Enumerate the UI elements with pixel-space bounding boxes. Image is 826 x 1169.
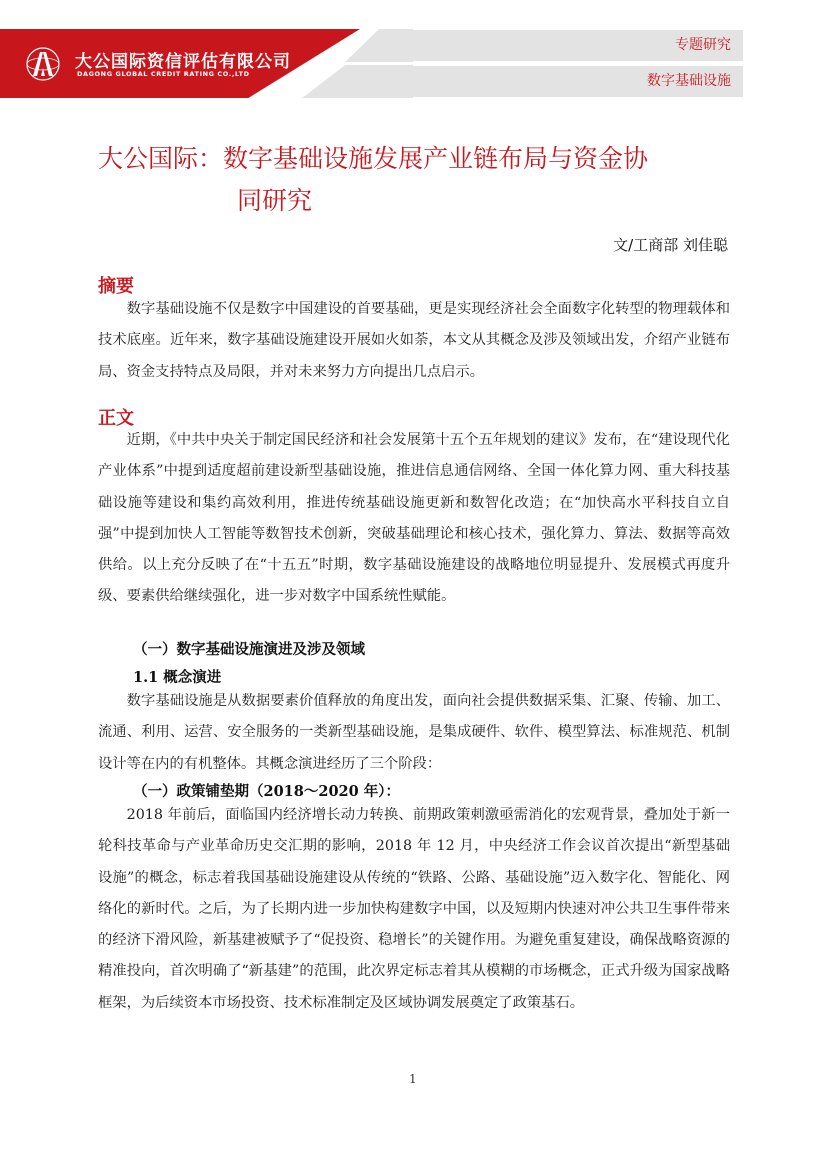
subsection-heading: 1.1 概念演进 bbox=[133, 669, 222, 686]
company-name-cn: 大公国际资信评估有限公司 bbox=[75, 52, 291, 72]
intro-paragraph: 近期，《中共中央关于制定国民经济和社会发展第十五个五年规划的建议》发布，在“建设现代化产业体系”中提到适度超前建设新型基础设施，推进信息通信网络、全国一体化算力网、重大科技基础设施等建设和集约高效利用，推进传统基础设施更新和数智化改造；在“加快高水平科技自立自强”中提到加快人工智能等数智技术创新，突破基础理论和核心技术，强化算力、算法、数据等高效供给。以上充分反映了在“十五五”时期，数字基础设施建设的战略地位明显提升、发展模式再度升级、要素供给继续强化，进一步对数字中国系统性赋能。 bbox=[98, 432, 730, 605]
phase-heading: （一）政策铺垫期（2018～2020 年）： bbox=[133, 783, 401, 800]
title-line-2: 同研究 bbox=[237, 186, 313, 215]
document-title bbox=[98, 138, 738, 222]
author-byline: 文/工商部 刘佳聪 bbox=[613, 236, 728, 254]
concept-paragraph: 数字基础设施是从数据要素价值释放的角度出发，面向社会提供数据采集、汇聚、传输、加工、流通、利用、运营、安全服务的一类新型基础设施，是集成硬件、软件、模型算法、标准规范、机制设计等在内的有机整体。其概念演进经历了三个阶段： bbox=[98, 693, 730, 772]
abstract-heading: 摘要 bbox=[98, 276, 134, 297]
topic-tag: 数字基础设施 bbox=[413, 66, 743, 97]
company-name-en: DAGONG GLOBAL CREDIT RATING CO.,LTD bbox=[77, 70, 250, 78]
abstract-text: 数字基础设施不仅是数字中国建设的首要基础，更是实现经济社会全面数字化转型的物理载体和技术底座。近年来，数字基础设施建设开展如火如荼，本文从其概念及涉及领域出发，介绍产业链布局、资金支持特点及局限，并对未来努力方向提出几点启示。 bbox=[98, 301, 730, 380]
dagong-logo-icon bbox=[25, 46, 61, 82]
body-heading: 正文 bbox=[98, 408, 134, 429]
page-number: 1 bbox=[409, 1072, 417, 1086]
title-line-1: 大公国际：数字基础设施发展产业链布局与资金协 bbox=[98, 144, 649, 173]
phase-paragraph: 2018 年前后，面临国内经济增长动力转换、前期政策刺激亟需消化的宏观背景，叠加处于新一轮科技革命与产业革命历史交汇期的影响，2018 年 12 月，中央经济工作会议首次提出“新型基础设施”的概念，标志着我国基础设施建设从传统的“铁路、公路、基础设施”迈入数字化、智能化、网络化的新时代。之后，为了长期内进一步加快构建数字中国，以及短期内快速对冲公共卫生事件带来的经济下滑风险，新基建被赋予了“促投资、稳增长”的关键作用。为避免重复建设，确保战略资源的精准投向，首次明确了“新基建”的范围，此次界定标志着其从模糊的市场概念，正式升级为国家战略框架，为后续资本市场投资、技术标准制定及区域协调发展奠定了政策基石。 bbox=[98, 807, 730, 1011]
banner-stripe bbox=[300, 65, 413, 98]
section-heading: （一）数字基础设施演进及涉及领域 bbox=[133, 641, 365, 658]
category-tag: 专题研究 bbox=[413, 30, 743, 61]
